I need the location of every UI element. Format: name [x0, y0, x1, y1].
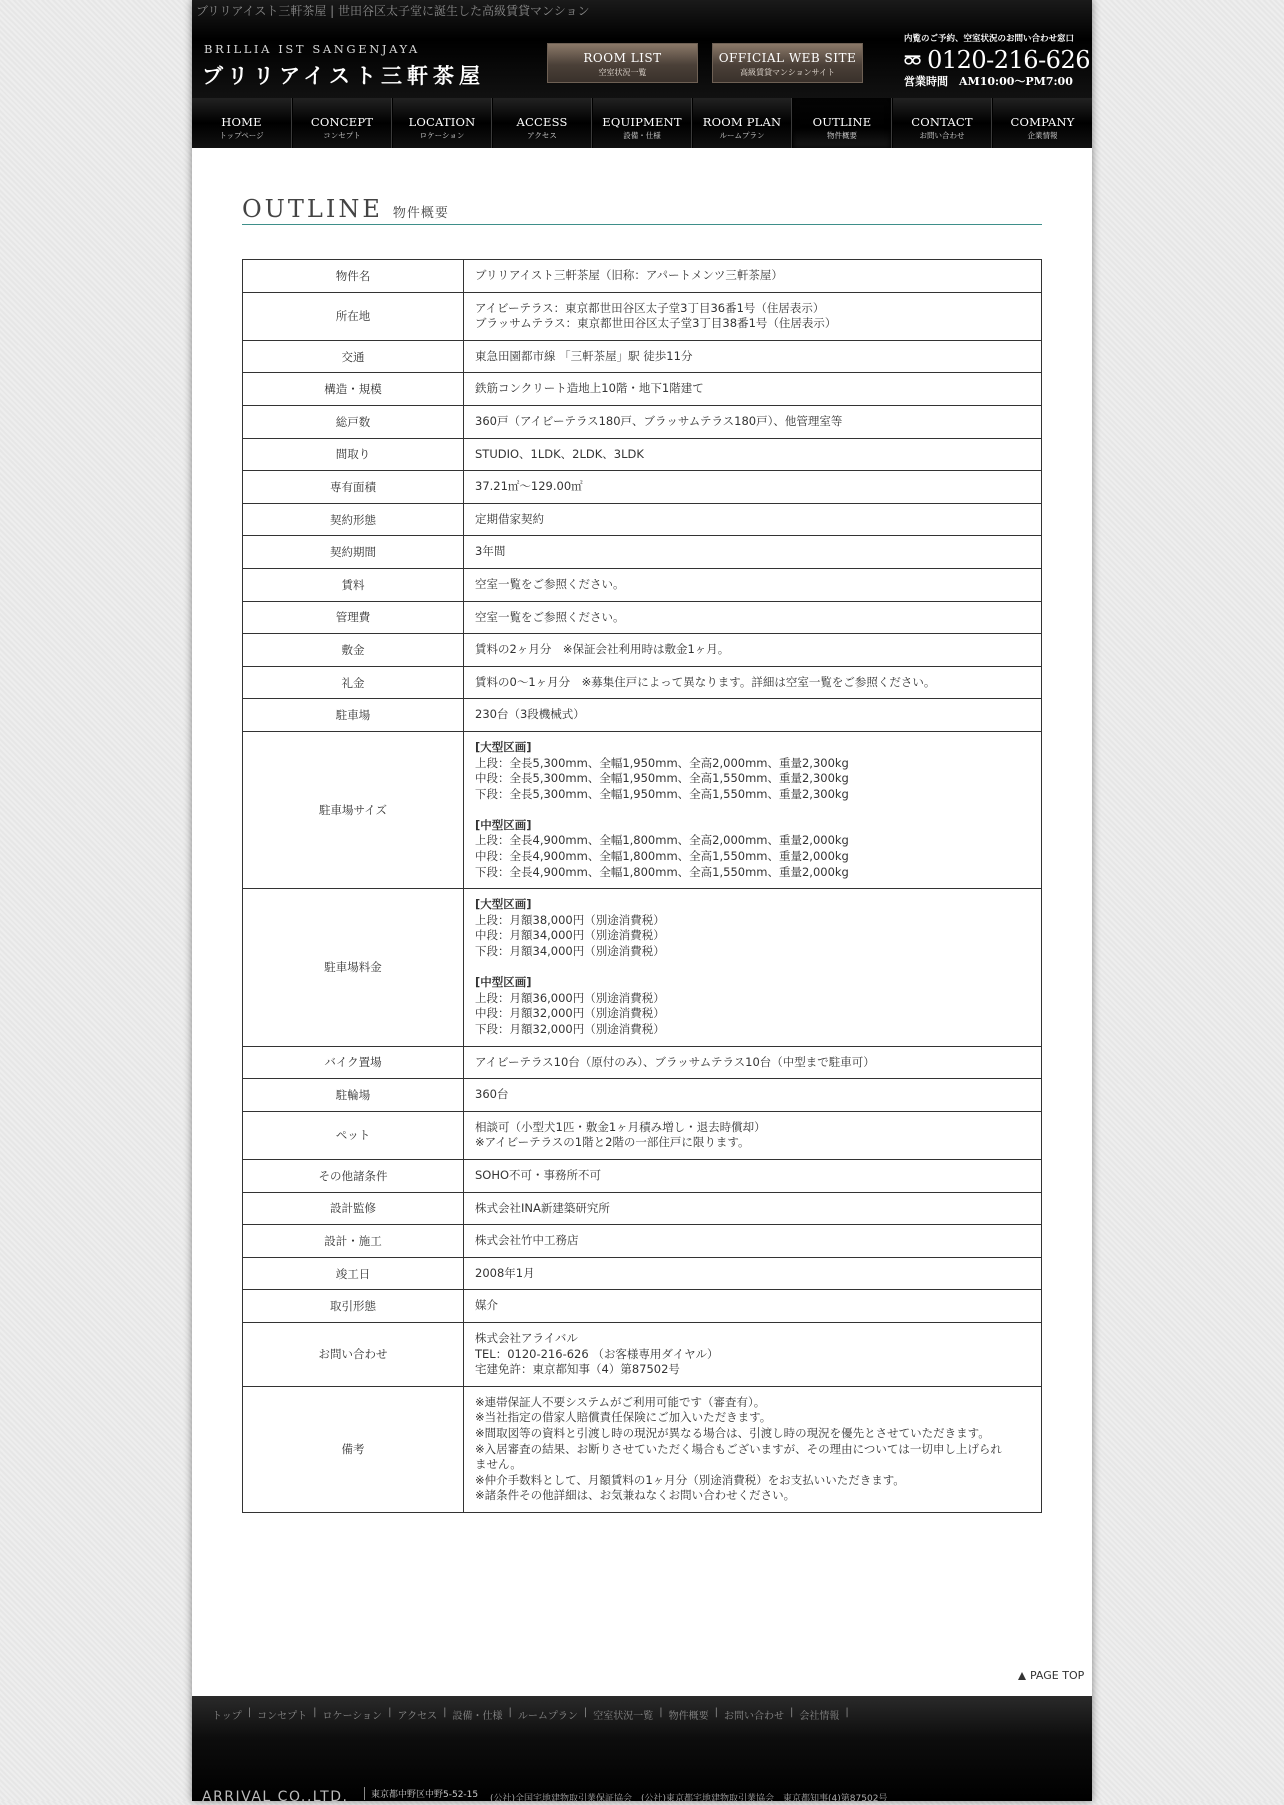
row-label: 敷金: [243, 634, 464, 667]
footer-link[interactable]: 会社情報: [799, 1711, 840, 1722]
footer-link[interactable]: 空室状況一覧: [593, 1711, 654, 1722]
row-value-line: 下段：月額32,000円（別途消費税）: [475, 1022, 665, 1036]
table-row: [243, 438, 1042, 471]
row-label: 物件名: [243, 260, 464, 293]
nav-label: LOCATION: [408, 115, 476, 129]
row-value-line: ※仲介手数料として、月額賃料の1ヶ月分（別途消費税）をお支払いいただきます。: [475, 1472, 905, 1487]
room-list-button[interactable]: [547, 43, 698, 83]
footer-link-separator: |: [508, 1707, 512, 1718]
footer-link-separator: |: [659, 1707, 663, 1718]
page-title-english: OUTLINE: [242, 195, 383, 223]
table-row: [243, 471, 1042, 504]
nav-label: CONTACT: [911, 115, 973, 129]
footer-link[interactable]: 物件概要: [668, 1711, 709, 1722]
row-value-line: 下段：全長5,300mm、全幅1,950mm、全高1,550mm、重量2,300kg: [475, 786, 849, 801]
row-label: 駐輪場: [243, 1079, 464, 1112]
table-row: [243, 1046, 1042, 1079]
row-label: 設計・施工: [243, 1225, 464, 1258]
row-value-line: 空室一覧をご参照ください。: [475, 576, 625, 591]
table-row: [243, 373, 1042, 406]
table-row: [243, 699, 1042, 732]
nav-company[interactable]: [992, 98, 1092, 148]
row-value-line: 東急田園都市線 「三軒茶屋」駅 徒歩11分: [475, 348, 693, 363]
row-value-line: 空室一覧をご参照ください。: [475, 609, 625, 624]
table-row: [243, 536, 1042, 569]
row-label: 駐車場料金: [243, 889, 464, 1046]
row-value: [464, 1257, 1042, 1290]
table-row: [243, 340, 1042, 373]
row-value: [464, 889, 1042, 1046]
row-value-line: 賃料の2ヶ月分 ※保証会社利用時は敷金1ヶ月。: [475, 642, 730, 657]
footer-link[interactable]: お問い合わせ: [724, 1711, 785, 1722]
site-header: [192, 0, 1092, 98]
footer-link[interactable]: ルームプラン: [517, 1711, 578, 1722]
row-label: 取引形態: [243, 1290, 464, 1323]
row-label: その他諸条件: [243, 1159, 464, 1192]
row-value-line: ※諸条件その他詳細は、お気兼ねなくお問い合わせください。: [475, 1488, 796, 1503]
nav-access[interactable]: [492, 98, 592, 148]
row-value: [464, 405, 1042, 438]
table-row: [243, 568, 1042, 601]
row-value-line: [大型区画]: [475, 739, 532, 754]
row-value-line: 株式会社竹中工務店: [475, 1233, 579, 1248]
row-value: [464, 568, 1042, 601]
row-value-line: 3年間: [475, 544, 506, 559]
row-value: [464, 666, 1042, 699]
row-value-line: 37.21㎡～129.00㎡: [475, 479, 583, 494]
row-value: [464, 471, 1042, 504]
row-value-line: アイビーテラス：東京都世田谷区太子堂3丁目36番1号（住居表示）: [475, 300, 825, 315]
footer-link-separator: |: [313, 1707, 317, 1718]
row-value-line: 株式会社アライバル: [475, 1330, 578, 1345]
row-value: [464, 1079, 1042, 1112]
nav-contact[interactable]: [892, 98, 992, 148]
table-row: [243, 1079, 1042, 1112]
nav-equipment[interactable]: [592, 98, 692, 148]
nav-home[interactable]: [192, 98, 292, 148]
footer-link-separator: |: [247, 1707, 252, 1718]
nav-label: CONCEPT: [310, 115, 374, 129]
row-value-line: アイビーテラス10台（原付のみ）、ブラッサムテラス10台（中型まで駐車可）: [475, 1054, 875, 1069]
row-value-line: 媒介: [475, 1298, 498, 1313]
row-value: [464, 699, 1042, 732]
outline-table: [242, 259, 1042, 1513]
row-value: [464, 634, 1042, 667]
row-label: 管理費: [243, 601, 464, 634]
room-list-sublabel: 空室状況一覧: [598, 68, 647, 77]
nav-sublabel: ルームプラン: [719, 131, 765, 140]
row-label: 賃料: [243, 568, 464, 601]
table-row: [243, 1257, 1042, 1290]
row-value-line: SOHO不可・事務所不可: [475, 1167, 602, 1182]
row-value-line: 下段：全長4,900mm、全幅1,800mm、全高1,550mm、重量2,000kg: [475, 864, 849, 879]
footer-address: 東京都中野区中野5-52-15: [364, 1787, 478, 1800]
table-row: [243, 1290, 1042, 1323]
footer-nav: [212, 1707, 855, 1722]
row-value: [464, 536, 1042, 569]
official-site-label: OFFICIAL WEB SITE: [718, 51, 857, 65]
row-label: お問い合わせ: [243, 1322, 464, 1386]
row-value-line: ません。: [475, 1457, 522, 1472]
row-value-line: 上段：月額36,000円（別途消費税）: [475, 990, 665, 1005]
footer-link-separator: |: [443, 1707, 447, 1718]
site-tagline: ブリリアイスト三軒茶屋 | 世田谷区太子堂に誕生した高級賃貸マンション: [196, 4, 590, 18]
row-value: [464, 503, 1042, 536]
row-value-line: 上段：月額38,000円（別途消費税）: [475, 912, 665, 927]
row-value-line: 相談可（小型犬1匹・敷金1ヶ月積み増し・退去時償却）: [475, 1119, 766, 1134]
row-label: 駐車場: [243, 699, 464, 732]
footer-link[interactable]: トップ: [212, 1711, 242, 1722]
nav-sublabel: 設備・仕様: [623, 131, 661, 140]
footer-link-separator: |: [714, 1707, 719, 1718]
nav-sublabel: アクセス: [527, 131, 557, 140]
nav-sublabel: コンセプト: [323, 131, 361, 140]
header-phone-number[interactable]: 0120-216-626: [927, 46, 1090, 74]
table-row: [243, 1111, 1042, 1159]
footer-link[interactable]: ロケーション: [322, 1711, 383, 1722]
row-label: 設計監修: [243, 1192, 464, 1225]
footer-link-separator: |: [845, 1707, 849, 1718]
row-label: 駐車場サイズ: [243, 731, 464, 888]
table-row: [243, 292, 1042, 340]
row-value-line: STUDIO、1LDK、2LDK、3LDK: [475, 446, 644, 461]
nav-sublabel: お問い合わせ: [919, 131, 965, 140]
table-row: [243, 503, 1042, 536]
footer-link-separator: |: [790, 1707, 794, 1718]
row-label: 総戸数: [243, 405, 464, 438]
row-value-line: ※当社指定の借家人賠償責任保険にご加入いただきます。: [475, 1410, 772, 1425]
official-site-sublabel: 高級賃貸マンションサイト: [739, 68, 836, 77]
row-label: ペット: [243, 1111, 464, 1159]
nav-sublabel: 物件概要: [827, 131, 857, 140]
contact-lead: 内覧のご予約、空室状況のお問い合わせ窓口: [904, 34, 1075, 44]
row-label: 契約形態: [243, 503, 464, 536]
site-footer: [192, 1696, 1092, 1805]
row-value-line: [大型区画]: [475, 897, 532, 912]
row-value: [464, 292, 1042, 340]
nav-room-plan[interactable]: [692, 98, 792, 148]
row-value-line: ブラッサムテラス：東京都世田谷区太子堂3丁目38番1号（住居表示）: [475, 316, 837, 331]
nav-label: COMPANY: [1010, 115, 1075, 129]
row-value: [464, 1290, 1042, 1323]
nav-label: ROOM PLAN: [702, 115, 782, 129]
row-value-line: [475, 960, 1031, 976]
row-value: [464, 1322, 1042, 1386]
table-row: [243, 889, 1042, 1046]
row-value: [464, 1111, 1042, 1159]
nav-label: OUTLINE: [812, 115, 872, 129]
page-container: [192, 0, 1092, 1805]
row-label: バイク置場: [243, 1046, 464, 1079]
official-site-button[interactable]: [712, 43, 863, 83]
row-value-line: 定期借家契約: [475, 511, 544, 526]
nav-sublabel: 企業情報: [1027, 131, 1058, 140]
room-list-label: ROOM LIST: [583, 51, 662, 65]
row-value-line: 2008年1月: [475, 1265, 535, 1280]
footer-company-name: ARRIVAL CO.,LTD.: [202, 1789, 349, 1805]
nav-concept[interactable]: [292, 98, 392, 148]
row-value-line: ※連帯保証人不要システムがご利用可能です（審査有）。: [475, 1394, 766, 1409]
row-value-line: 賃料の0～1ヶ月分 ※募集住戸によって異なります。詳細は空室一覧をご参照ください。: [475, 674, 936, 689]
row-value: [464, 731, 1042, 888]
business-hours: 営業時間 AM10:00～PM7:00: [904, 75, 1073, 88]
table-row: [243, 1386, 1042, 1512]
table-row: [243, 601, 1042, 634]
table-row: [243, 666, 1042, 699]
row-label: 所在地: [243, 292, 464, 340]
row-value-line: 鉄筋コンクリート造地上10階・地下1階建て: [475, 381, 704, 396]
logo-english[interactable]: BRILLIA IST SANGENJAYA: [204, 42, 420, 56]
footer-link[interactable]: 設備・仕様: [452, 1711, 503, 1722]
page-title: [242, 195, 1042, 225]
row-value: [464, 438, 1042, 471]
free-dial-icon: [904, 53, 921, 67]
logo-japanese[interactable]: ブリリアイスト三軒茶屋: [202, 63, 486, 88]
row-value-line: 宅建免許：東京都知事（4）第87502号: [475, 1362, 680, 1377]
row-value-line: ブリリアイスト三軒茶屋（旧称：アパートメンツ三軒茶屋）: [475, 268, 783, 282]
row-value-line: TEL：0120-216-626 （お客様専用ダイヤル）: [475, 1346, 719, 1361]
footer-link[interactable]: コンセプト: [257, 1711, 308, 1722]
row-value-line: 230台（3段機械式）: [475, 707, 585, 722]
row-value-line: 上段：全長4,900mm、全幅1,800mm、全高2,000mm、重量2,000kg: [475, 833, 849, 848]
row-value: [464, 1159, 1042, 1192]
row-value-line: [中型区画]: [475, 975, 532, 990]
row-value-line: 上段：全長5,300mm、全幅1,950mm、全高2,000mm、重量2,300kg: [475, 755, 849, 770]
footer-associations: (公社)全国宅地建物取引業保証協会 (公社)東京都宅地建物取引業協会 東京都知事(4)第87502号: [490, 1794, 888, 1804]
row-value: [464, 1386, 1042, 1512]
header-contact: [904, 32, 1090, 89]
global-nav: [192, 98, 1092, 148]
row-value-line: ※入居審査の結果、お断りさせていただく場合もございますが、その理由については一切申し上げられ: [475, 1441, 1002, 1456]
row-value-line: 中段：全長4,900mm、全幅1,800mm、全高1,550mm、重量2,000kg: [475, 849, 849, 864]
table-row: [243, 1322, 1042, 1386]
table-row: [243, 731, 1042, 888]
footer-link[interactable]: アクセス: [397, 1711, 438, 1722]
row-value: [464, 373, 1042, 406]
row-value-line: 中段：全長5,300mm、全幅1,950mm、全高1,550mm、重量2,300kg: [475, 771, 849, 786]
page-title-japanese: 物件概要: [392, 206, 449, 221]
nav-label: EQUIPMENT: [602, 115, 682, 129]
table-row: [243, 634, 1042, 667]
footer-link-separator: |: [583, 1707, 588, 1718]
nav-label: ACCESS: [516, 115, 568, 129]
row-value-line: 株式会社INA新建築研究所: [475, 1200, 610, 1215]
page-top-label: PAGE TOP: [1030, 1669, 1085, 1682]
row-label: 備考: [243, 1386, 464, 1512]
row-value-line: ※アイビーテラスの1階と2階の一部住戸に限ります。: [475, 1135, 750, 1150]
triangle-up-icon: [1018, 1672, 1026, 1680]
row-value: [464, 601, 1042, 634]
row-label: 竣工日: [243, 1257, 464, 1290]
row-value: [464, 1225, 1042, 1258]
table-row: [243, 260, 1042, 293]
row-value: [464, 260, 1042, 293]
row-value-line: ※間取図等の資料と引渡し時の現況が異なる場合は、引渡し時の現況を優先とさせていただきます。: [475, 1425, 990, 1440]
row-value: [464, 340, 1042, 373]
row-value-line: [中型区画]: [475, 817, 532, 832]
row-label: 礼金: [243, 666, 464, 699]
page-top-link[interactable]: [1018, 1669, 1084, 1682]
row-label: 交通: [243, 340, 464, 373]
row-value: [464, 1046, 1042, 1079]
nav-sublabel: ロケーション: [419, 131, 465, 140]
table-row: [243, 1225, 1042, 1258]
row-value-line: 360台: [475, 1087, 509, 1102]
nav-location[interactable]: [392, 98, 492, 148]
row-value-line: 中段：月額32,000円（別途消費税）: [475, 1006, 665, 1021]
footer-link-separator: |: [388, 1707, 392, 1718]
row-label: 専有面積: [243, 471, 464, 504]
table-row: [243, 1159, 1042, 1192]
row-label: 契約期間: [243, 536, 464, 569]
table-row: [243, 405, 1042, 438]
nav-label: HOME: [221, 115, 262, 129]
row-label: 間取り: [243, 438, 464, 471]
row-value-line: [475, 802, 1031, 818]
row-value: [464, 1192, 1042, 1225]
row-value-line: 中段：月額34,000円（別途消費税）: [475, 928, 665, 943]
row-value-line: 360戸（アイビーテラス180戸、ブラッサムテラス180戸）、他管理室等: [475, 413, 843, 428]
nav-sublabel: トップページ: [219, 131, 264, 140]
row-value-line: 下段：月額34,000円（別途消費税）: [475, 944, 665, 959]
table-row: [243, 1192, 1042, 1225]
row-label: 構造・規模: [243, 373, 464, 406]
nav-outline[interactable]: [792, 98, 892, 148]
